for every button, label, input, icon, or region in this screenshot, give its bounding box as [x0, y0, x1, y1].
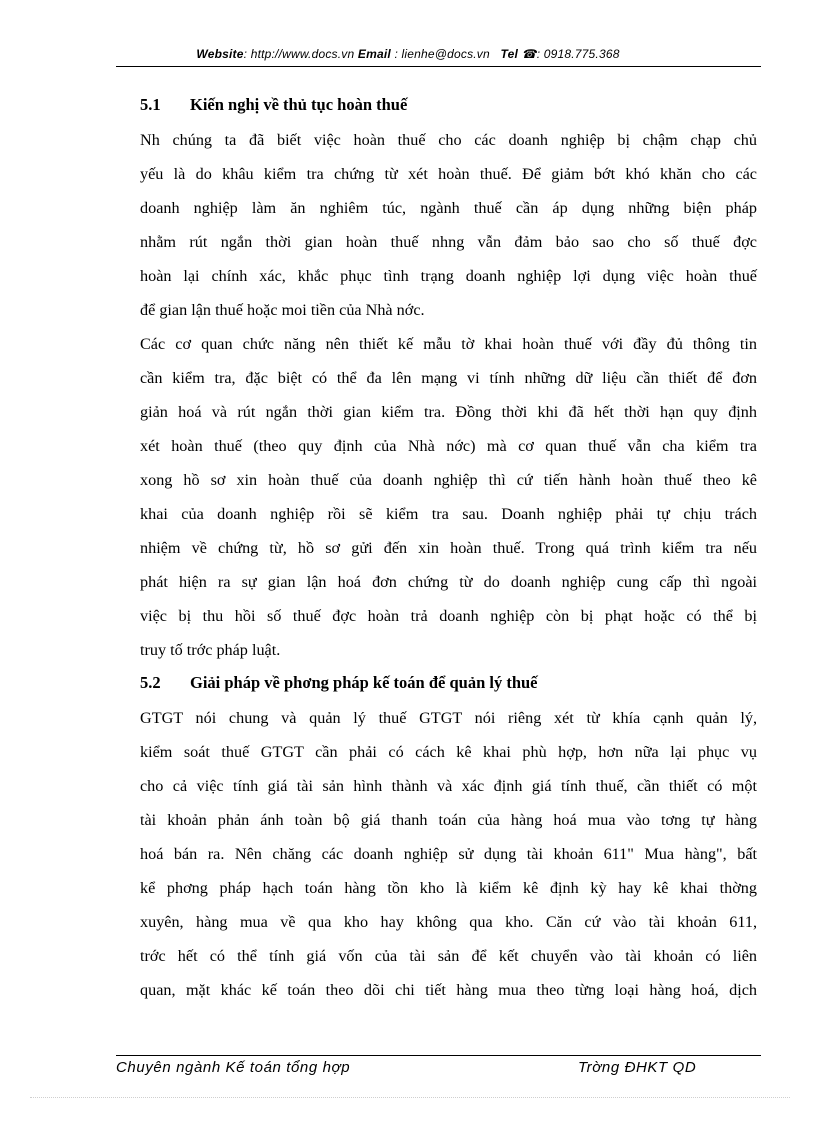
- website-label: Website: [196, 47, 244, 61]
- section-number: 5.2: [140, 673, 161, 692]
- footer-rule: [116, 1055, 761, 1056]
- paragraph-line: xuyên, hàng mua về qua kho hay không qua kho. Căn cứ vào tài khoản 611,: [140, 913, 757, 931]
- paragraph-line: Các cơ quan chức năng nên thiết kế mẫu tờ khai hoàn thuế với đầy đủ thông tin: [140, 335, 757, 353]
- paragraph-line: kể phơng pháp hạch toán hàng tồn kho là kiểm kê định kỳ hay kê khai thờng: [140, 879, 757, 897]
- section-title: Kiến nghị về thủ tục hoàn thuế: [190, 95, 408, 114]
- paragraph-line: khai của doanh nghiệp rồi sẽ kiểm tra sau. Doanh nghiệp phải tự chịu trách: [140, 505, 757, 523]
- page-header: [0, 47, 816, 61]
- header-rule: [116, 66, 761, 67]
- paragraph-line: cần kiểm tra, đặc biệt có thể đa lên mạng vi tính những dữ liệu cần thiết để đơn: [140, 369, 757, 387]
- section-heading-5-1: [140, 95, 407, 115]
- email-value: : lienhe@docs.vn: [390, 47, 490, 61]
- paragraph-line: tài khoản phản ánh toàn bộ giá thanh toán của hàng hoá mua vào tơng tự hàng: [140, 811, 757, 829]
- paragraph-line: nhằm rút ngắn thời gian hoàn thuế nhng vẫn đảm bảo sao cho số thuế đợc: [140, 233, 757, 251]
- email-label: Email: [357, 47, 391, 61]
- paragraph-line: yếu là do khâu kiểm tra chứng từ xét hoàn thuế. Để giảm bớt khó khăn cho các: [140, 165, 757, 183]
- section-number: 5.1: [140, 95, 161, 114]
- paragraph-line: xong hồ sơ xin hoàn thuế của doanh nghiệp thì cứ tiến hành hoàn thuế theo kê: [140, 471, 757, 489]
- paragraph-line: GTGT nói chung và quản lý thuế GTGT nói riêng xét từ khía cạnh quản lý,: [140, 709, 757, 727]
- paragraph-line: để gian lận thuế hoặc moi tiền của Nhà nớc.: [140, 301, 425, 319]
- website-value: : http://www.docs.vn: [243, 47, 355, 61]
- footer-department: Chuyên ngành Kế toán tổng hợp: [116, 1059, 351, 1076]
- paragraph-line: doanh nghiệp làm ăn nghiêm túc, ngành thuế cần áp dụng những biện pháp: [140, 199, 757, 217]
- paragraph-line: hoàn lại chính xác, khắc phục tình trạng doanh nghiệp lợi dụng việc hoàn thuế: [140, 267, 757, 285]
- footer-university: Trờng ĐHKT QD: [578, 1059, 697, 1076]
- paragraph-line: hoá bán ra. Nên chăng các doanh nghiệp sử dụng tài khoản 611" Mua hàng", bất: [140, 845, 757, 863]
- paragraph-line: quan, mặt khác kế toán theo dõi chi tiết hàng mua theo từng loại hàng hoá, dịch: [140, 981, 757, 999]
- paragraph-line: nhiệm về chứng từ, hồ sơ gửi đến xin hoàn thuế. Trong quá trình kiểm tra nếu: [140, 539, 757, 557]
- tel-value: : 0918.775.368: [536, 47, 620, 61]
- phone-icon: ☎: [521, 47, 537, 61]
- paragraph-line: việc bị thu hồi số thuế đợc hoàn trả doanh nghiệp còn bị phạt hoặc có thể bị: [140, 607, 757, 625]
- paragraph-line: xét hoàn thuế (theo quy định của Nhà nớc) mà cơ quan thuế vẫn cha kiểm tra: [140, 437, 757, 455]
- page-bottom-border: [30, 1097, 790, 1098]
- section-title: Giải pháp về phơng pháp kế toán để quản lý thuế: [190, 673, 538, 692]
- paragraph-line: phát hiện ra sự gian lận hoá đơn chứng từ do doanh nghiệp cung cấp thì ngoài: [140, 573, 757, 591]
- paragraph-line: Nh chúng ta đã biết việc hoàn thuế cho các doanh nghiệp bị chậm chạp chủ: [140, 131, 757, 149]
- section-heading-5-2: [140, 673, 538, 693]
- paragraph-line: giản hoá và rút ngắn thời gian kiểm tra. Đồng thời khi đã hết thời hạn quy định: [140, 403, 757, 421]
- paragraph-line: cho cả việc tính giá tài sản hình thành và xác định giá tính thuế, cần thiết có một: [140, 777, 757, 795]
- tel-label: Tel: [500, 47, 518, 61]
- paragraph-line: kiểm soát thuế GTGT cần phải có cách kê khai phù hợp, hơn nữa lại phục vụ: [140, 743, 757, 761]
- paragraph-line: truy tố trớc pháp luật.: [140, 641, 281, 659]
- paragraph-line: trớc hết có thể tính giá vốn của tài sản để kết chuyển vào tài khoản có liên: [140, 947, 757, 965]
